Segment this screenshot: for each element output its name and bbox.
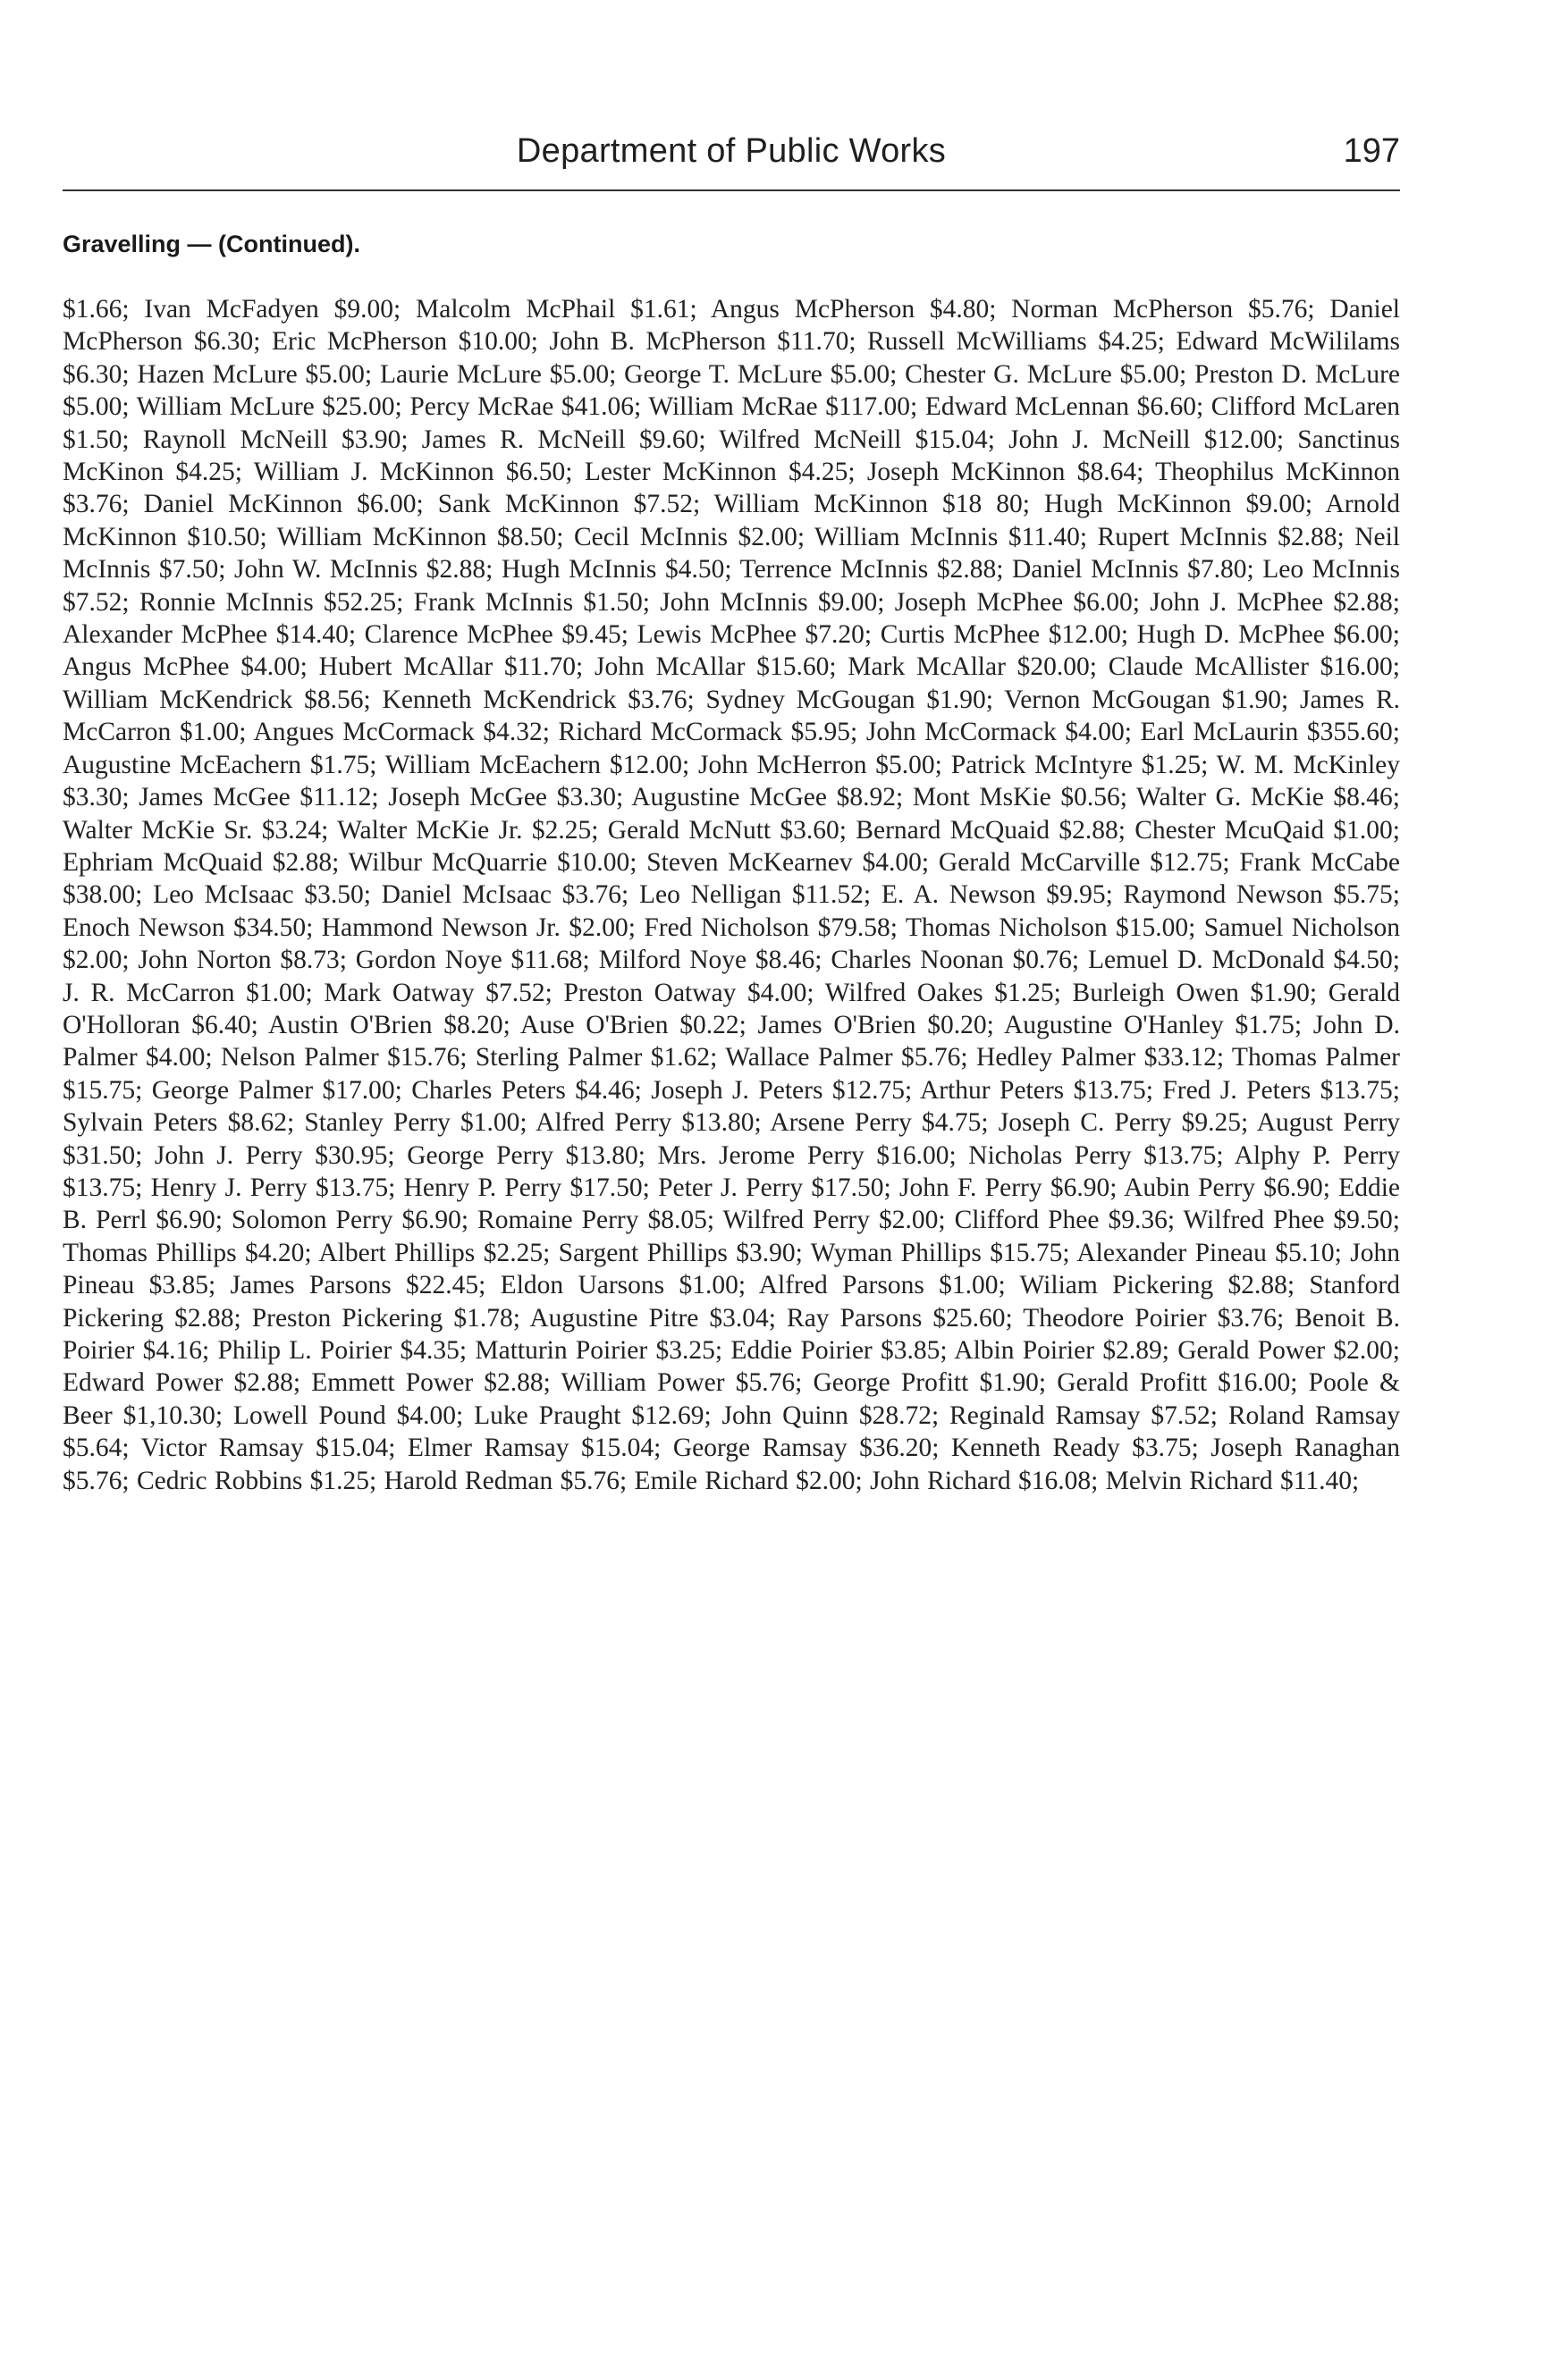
- header-rule: [63, 189, 1400, 191]
- body-paragraph: $1.66; Ivan McFadyen $9.00; Malcolm McPhail $1.61; Angus McPherson $4.80; Norman McPherson $5.76; Daniel McPherson $6.30; Eric McPherson $10.00; John B. McPherson $11.70; Russell McWilliams $4.25; Edward McWililams $6.30; Hazen McLure $5.00; Laurie McLure $5.00; George T. McLure $5.00; Chester G. McLure $5.00; Preston D. McLure $5.00; William McLure $25.00; Percy McRae $41.06; William McRae $117.00; Edward McLennan $6.60; Clifford McLaren $1.50; Raynoll McNeill $3.90; James R. McNeill $9.60; Wilfred McNeill $15.04; John J. McNeill $12.00; Sanctinus McKinon $4.25; William J. McKinnon $6.50; Lester McKinnon $4.25; Joseph McKinnon $8.64; Theophilus McKinnon $3.76; Daniel McKinnon $6.00; Sank McKinnon $7.52; William McKinnon $18 80; Hugh McKinnon $9.00; Arnold McKinnon $10.50; William McKinnon $8.50; Cecil McInnis $2.00; William McInnis $11.40; Rupert McInnis $2.88; Neil McInnis $7.50; John W. McInnis $2.88; Hugh McInnis $4.50; Terrence McInnis $2.88; Daniel McInnis $7.80; Leo McInnis $7.52; Ronnie McInnis $52.25; Frank McInnis $1.50; John McInnis $9.00; Joseph McPhee $6.00; John J. McPhee $2.88; Alexander McPhee $14.40; Clarence McPhee $9.45; Lewis McPhee $7.20; Curtis McPhee $12.00; Hugh D. McPhee $6.00; Angus McPhee $4.00; Hubert McAllar $11.70; John McAllar $15.60; Mark McAllar $20.00; Claude McAllister $16.00; William McKendrick $8.56; Kenneth McKendrick $3.76; Sydney McGougan $1.90; Vernon McGougan $1.90; James R. McCarron $1.00; Angues McCormack $4.32; Richard McCormack $5.95; John McCormack $4.00; Earl McLaurin $355.60; Augustine McEachern $1.75; William McEachern $12.00; John McHerron $5.00; Patrick McIntyre $1.25; W. M. McKinley $3.30; James McGee $11.12; Joseph McGee $3.30; Augustine McGee $8.92; Mont MsKie $0.56; Walter G. McKie $8.46; Walter McKie Sr. $3.24; Walter McKie Jr. $2.25; Gerald McNutt $3.60; Bernard McQuaid $2.88; Chester McuQaid $1.00; Ephriam McQuaid $2.88; Wilbur McQuarrie $10.00; Steven McKearnev $4.00; Gerald McCarville $12.75; Frank McCabe $38.00; Leo McIsaac $3.50; Daniel McIsaac $3.76; Leo Nelligan $11.52; E. A. Newson $9.95; Raymond Newson $5.75; Enoch Newson $34.50; Hammond Newson Jr. $2.00; Fred Nicholson $79.58; Thomas Nicholson $15.00; Samuel Nicholson $2.00; John Norton $8.73; Gordon Noye $11.68; Milford Noye $8.46; Charles Noonan $0.76; Lemuel D. McDonald $4.50; J. R. McCarron $1.00; Mark Oatway $7.52; Preston Oatway $4.00; Wilfred Oakes $1.25; Burleigh Owen $1.90; Gerald O'Holloran $6.40; Austin O'Brien $8.20; Ause O'Brien $0.22; James O'Brien $0.20; Augustine O'Hanley $1.75; John D. Palmer $4.00; Nelson Palmer $15.76; Sterling Palmer $1.62; Wallace Palmer $5.76; Hedley Palmer $33.12; Thomas Palmer $15.75; George Palmer $17.00; Charles Peters $4.46; Joseph J. Peters $12.75; Arthur Peters $13.75; Fred J. Peters $13.75; Sylvain Peters $8.62; Stanley Perry $1.00; Alfred Perry $13.80; Arsene Perry $4.75; Joseph C. Perry $9.25; August Perry $31.50; John J. Perry $30.95; George Perry $13.80; Mrs. Jerome Perry $16.00; Nicholas Perry $13.75; Alphy P. Perry $13.75; Henry J. Perry $13.75; Henry P. Perry $17.50; Peter J. Perry $17.50; John F. Perry $6.90; Aubin Perry $6.90; Eddie B. Perrl $6.90; Solomon Perry $6.90; Romaine Perry $8.05; Wilfred Perry $2.00; Clifford Phee $9.36; Wilfred Phee $9.50; Thomas Phillips $4.20; Albert Phillips $2.25; Sargent Phillips $3.90; Wyman Phillips $15.75; Alexander Pineau $5.10; John Pineau $3.85; James Parsons $22.45; Eldon Uarsons $1.00; Alfred Parsons $1.00; Wiliam Pickering $2.88; Stanford Pickering $2.88; Preston Pickering $1.78; Augustine Pitre $3.04; Ray Parsons $25.60; Theodore Poirier $3.76; Benoit B. Poirier $4.16; Philip L. Poirier $4.35; Matturin Poirier $3.25; Eddie Poirier $3.85; Albin Poirier $2.89; Gerald Power $2.00; Edward Power $2.88; Emmett Power $2.88; William Power $5.76; George Profitt $1.90; Gerald Profitt $16.00; Poole & Beer $1,10.30; Lowell Pound $4.00; Luke Praught $12.69; John Quinn $28.72; Reginald Ramsay $7.52; Roland Ramsay $5.64; Victor Ramsay $15.04; Elmer Ramsay $15.04; George Ramsay $36.20; Kenneth Ready $3.75; Joseph Ranaghan $5.76; Cedric Robbins $1.25; Harold Redman $5.76; Emile Richard $2.00; John Richard $16.08; Melvin Richard $11.40;: [63, 295, 1400, 1495]
- running-header-title: Department of Public Works: [516, 132, 947, 170]
- page-number: 197: [1343, 132, 1400, 170]
- page-header: [63, 132, 1400, 186]
- section-heading: Gravelling — (Continued).: [63, 231, 361, 257]
